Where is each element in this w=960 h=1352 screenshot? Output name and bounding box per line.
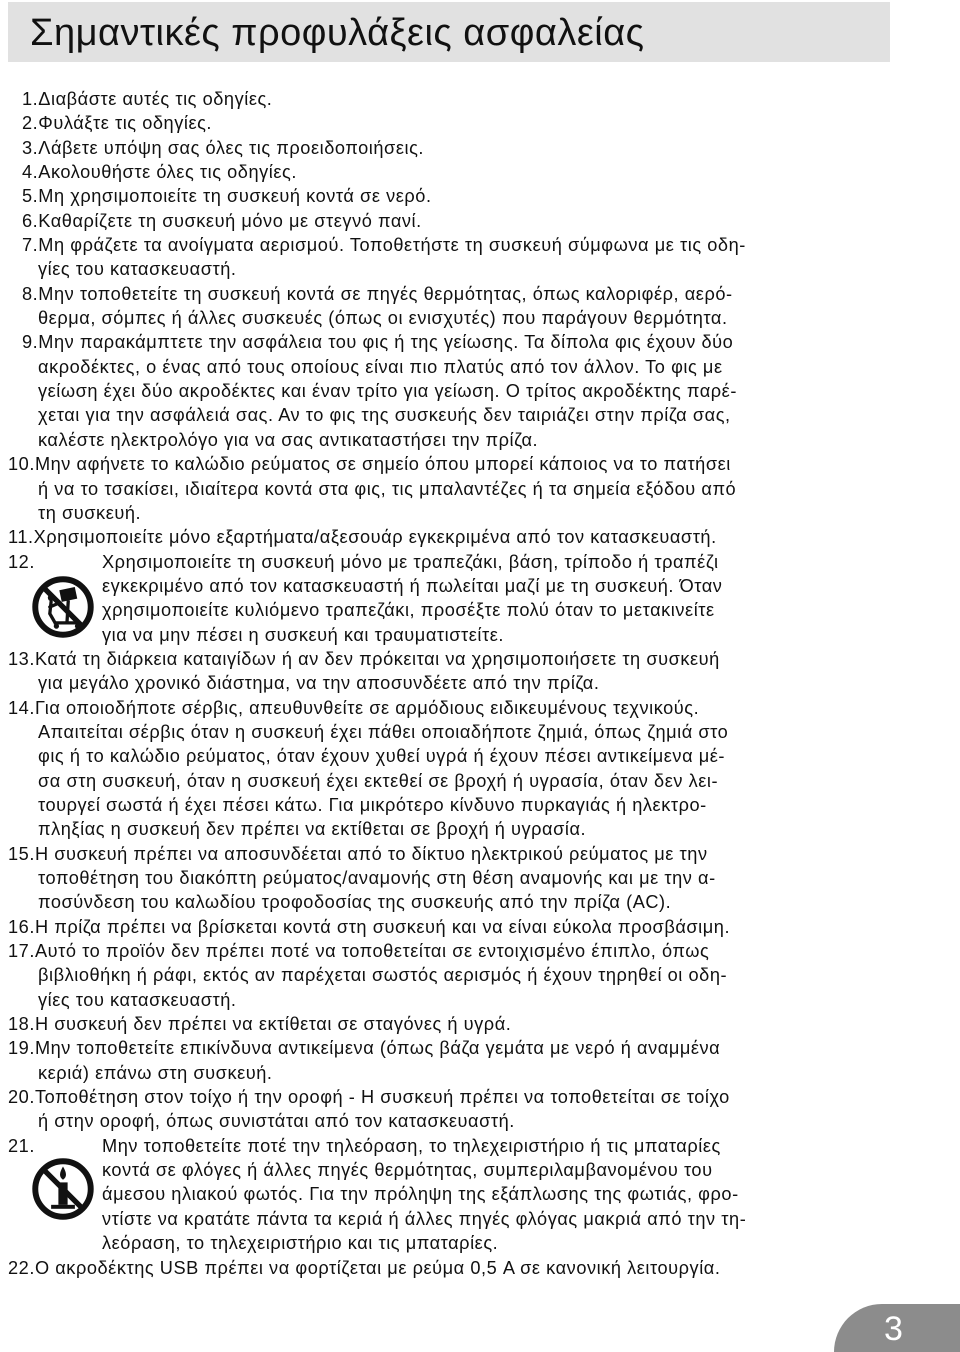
list-item-number: 12. xyxy=(8,551,35,572)
list-item-text-continued xyxy=(0,1109,960,1133)
list-item-line: Μην παρακάμπτετε την ασφάλεια του φις ή της γείωσης. Τα δίπολα φις έχουν δύο xyxy=(38,332,734,353)
list-item-line: γίες του κατασκευαστή. xyxy=(38,259,237,280)
list-item xyxy=(0,160,960,184)
page-title: Σημαντικές προφυλάξεις ασφαλείας xyxy=(30,12,645,54)
list-item-text xyxy=(0,1085,960,1109)
list-item-text xyxy=(0,939,960,963)
list-item-text xyxy=(0,647,960,671)
list-item xyxy=(0,550,960,647)
list-item-number: 1. xyxy=(22,89,39,109)
list-item-text xyxy=(0,330,960,354)
list-item-text xyxy=(0,282,960,306)
list-item-text xyxy=(0,1036,960,1060)
list-item-line: εγκεκριμένο από τον κατασκευαστή ή πωλείται μαζί με τη συσκευή. Όταν xyxy=(102,575,723,596)
list-item-line: Η πρίζα πρέπει να βρίσκεται κοντά στη συσκευή και να είναι εύκολα προσβάσιμη. xyxy=(34,916,731,937)
list-item-line: Η συσκευή πρέπει να αποσυνδέεται από το δίκτυο ηλεκτρικού ρεύματος με την xyxy=(34,843,708,864)
list-item-text xyxy=(0,452,960,476)
list-item xyxy=(0,87,960,111)
list-item xyxy=(0,330,960,452)
list-item-line: χεται για την ασφάλειά σας. Αν το φις της συσκευής δεν ταιριάζει στην πρίζα σας, xyxy=(38,405,731,426)
list-item-text xyxy=(0,525,960,549)
list-item xyxy=(0,1134,960,1256)
list-item-text-continued xyxy=(0,403,960,427)
list-item-text-continued xyxy=(0,574,960,598)
list-item-text-continued xyxy=(0,988,960,1012)
list-item-line: για να μην πέσει η συσκευή και τραυματιστείτε. xyxy=(102,624,504,645)
list-item-line: Μην τοποθετείτε τη συσκευή κοντά σε πηγές θερμότητας, όπως καλοριφέρ, αερό- xyxy=(38,283,733,304)
list-item-text xyxy=(0,842,960,866)
list-item xyxy=(0,939,960,1012)
list-item-number: 16. xyxy=(8,916,35,937)
page-number: 3 xyxy=(884,1310,903,1348)
list-item-number: 17. xyxy=(8,941,35,962)
list-item-number: 9. xyxy=(22,332,39,353)
list-item-number: 3. xyxy=(22,137,39,158)
list-item-text xyxy=(0,1256,960,1280)
list-item-line: Μη φράζετε τα ανοίγματα αερισμού. Τοποθετήστε τη συσκευή σύμφωνα με τις οδη- xyxy=(38,235,746,256)
list-item-line: Χρησιμοποιείτε μόνο εξαρτήματα/αξεσουάρ εγκεκριμένα από τον κατασκευαστή. xyxy=(33,527,717,548)
list-item-text-continued xyxy=(0,671,960,695)
list-item xyxy=(0,452,960,525)
list-item xyxy=(0,111,960,135)
list-item-number: 2. xyxy=(22,113,39,134)
list-item-line: Λάβετε υπόψη σας όλες τις προειδοποιήσεις. xyxy=(38,137,424,158)
list-item-text-continued xyxy=(0,306,960,330)
list-item-line: Φυλάξτε τις οδηγίες. xyxy=(38,113,213,134)
list-item-line: κοντά σε φλόγες ή άλλες πηγές θερμότητας, συμπεριλαμβανομένου του xyxy=(102,1160,713,1181)
list-item-line: Μην τοποθετείτε επικίνδυνα αντικείμενα (όπως βάζα γεμάτα με νερό ή αναμμένα xyxy=(34,1038,721,1059)
list-item-line: ντίστε να κρατάτε πάντα τα κεριά ή άλλες πηγές φλόγας μακριά από την τη- xyxy=(102,1208,747,1229)
list-item-line: Καθαρίζετε τη συσκευή μόνο με στεγνό πανί. xyxy=(38,210,422,231)
page-number-tab xyxy=(834,1304,960,1352)
list-item xyxy=(0,647,960,696)
list-item-text-continued xyxy=(0,720,960,744)
list-item xyxy=(0,915,960,939)
list-item-text-continued xyxy=(0,890,960,914)
list-item-text-continued xyxy=(0,769,960,793)
list-item-text-continued xyxy=(0,355,960,379)
list-item-text xyxy=(0,233,960,257)
title-bar xyxy=(8,2,890,62)
list-item-line: Απαιτείται σέρβις όταν η συσκευή έχει πάθει οποιαδήποτε ζημιά, όπως ζημιά στο xyxy=(38,721,729,742)
list-item-text xyxy=(0,550,960,574)
list-item-text xyxy=(0,915,960,939)
list-item xyxy=(0,209,960,233)
list-item-text-continued xyxy=(0,501,960,525)
list-item-line: Μη χρησιμοποιείτε τη συσκευή κοντά σε νερό. xyxy=(38,186,432,207)
list-item-line: λεόραση, το τηλεχειριστήριο και τις μπαταρίες. xyxy=(102,1233,499,1254)
list-item xyxy=(0,1085,960,1134)
list-item-line: φις ή το καλώδιο ρεύματος, όταν έχουν χυθεί υγρά ή έχουν πέσει αντικείμενα μέ- xyxy=(38,746,726,767)
list-item-number: 7. xyxy=(22,235,39,256)
list-item-line: ακροδέκτες, ο ένας από τους οποίους είναι πιο πλατύς από τον άλλον. Το φις με xyxy=(38,356,723,377)
list-item xyxy=(0,696,960,842)
list-item xyxy=(0,136,960,160)
list-item-line: Κατά τη διάρκεια καταιγίδων ή αν δεν πρόκειται να χρησιμοποιήσετε τη συσκευή xyxy=(34,648,720,669)
list-item-text xyxy=(0,1012,960,1036)
list-item xyxy=(0,1256,960,1280)
list-item-text-continued xyxy=(0,1231,960,1255)
list-item-number: 21. xyxy=(8,1135,35,1156)
list-item-line: γείωση έχει δύο ακροδέκτες και έναν τρίτο για γείωση. Ο τρίτος ακροδέκτης παρέ- xyxy=(38,381,737,402)
list-item xyxy=(0,184,960,208)
list-item-number: 11. xyxy=(8,527,34,548)
list-item-line: Για οποιοδήποτε σέρβις, απευθυνθείτε σε αρμόδιους ειδικευμένους τεχνικούς. xyxy=(34,697,700,718)
list-item-line: Ακολουθήστε όλες τις οδηγίες. xyxy=(38,162,297,183)
list-item-line: θερμα, σόμπες ή άλλες συσκευές (όπως οι ενισχυτές) που παράγουν θερμότητα. xyxy=(38,308,728,329)
list-item-line: Χρησιμοποιείτε τη συσκευή μόνο με τραπεζάκι, βάση, τρίποδο ή τραπέζι xyxy=(102,551,719,572)
list-item-line: για μεγάλο χρονικό διάστημα, να την αποσυνδέετε από την πρίζα. xyxy=(38,673,600,694)
list-item-text-continued xyxy=(0,257,960,281)
list-item-text-continued xyxy=(0,1158,960,1182)
list-item-line: Διαβάστε αυτές τις οδηγίες. xyxy=(38,89,273,109)
no-cart-tip-over-icon xyxy=(30,574,96,640)
list-item-line: ποσύνδεση του καλωδίου τροφοδοσίας της συσκευής από την πρίζα (AC). xyxy=(38,892,672,913)
list-item-text xyxy=(0,1134,960,1158)
list-item-number: 20. xyxy=(8,1087,35,1108)
list-item-number: 18. xyxy=(8,1014,35,1035)
list-item-line: Η συσκευή δεν πρέπει να εκτίθεται σε σταγόνες ή υγρά. xyxy=(34,1014,512,1035)
list-item-number: 22. xyxy=(8,1257,35,1278)
list-item-number: 14. xyxy=(8,697,35,718)
list-item-number: 15. xyxy=(8,843,35,864)
list-item-text-continued xyxy=(0,744,960,768)
list-item-number: 4. xyxy=(22,162,39,183)
list-item-text-continued xyxy=(0,428,960,452)
list-item-line: Τοποθέτηση στον τοίχο ή την οροφή - Η συσκευή πρέπει να τοποθετείται σε τοίχο xyxy=(34,1087,730,1108)
list-item-number: 10. xyxy=(8,454,35,475)
list-item-text-continued xyxy=(0,379,960,403)
list-item-line: γίες του κατασκευαστή. xyxy=(38,989,237,1010)
list-item-line: καλέστε ηλεκτρολόγο για να σας αντικαταστήσει την πρίζα. xyxy=(38,429,539,450)
list-item-text-continued xyxy=(0,598,960,622)
list-item xyxy=(0,842,960,915)
list-item-line: τοποθέτηση του διακόπτη ρεύματος/αναμονής στη θέση αναμονής και με την α- xyxy=(38,868,716,888)
list-item-text xyxy=(0,209,960,233)
list-item-line: Μην τοποθετείτε ποτέ την τηλεόραση, το τηλεχειριστήριο ή τις μπαταρίες xyxy=(102,1135,721,1156)
list-item-number: 6. xyxy=(22,210,39,231)
list-item-text-continued xyxy=(0,623,960,647)
list-item-line: κεριά) επάνω στη συσκευή. xyxy=(38,1062,273,1083)
list-item-text-continued xyxy=(0,1207,960,1231)
list-item-line: Αυτό το προϊόν δεν πρέπει ποτέ να τοποθετείται σε εντοιχισμένο έπιπλο, όπως xyxy=(34,941,710,962)
list-item-text xyxy=(0,136,960,160)
list-item-text-continued xyxy=(0,793,960,817)
list-item xyxy=(0,282,960,331)
list-item-line: χρησιμοποιείτε κυλιόμενο τραπεζάκι, προσέξτε πολύ όταν το μετακινείτε xyxy=(102,600,715,621)
list-item-text-continued xyxy=(0,1061,960,1085)
list-item-line: άμεσου ηλιακού φωτός. Για την πρόληψη της εξάπλωσης της φωτιάς, φρο- xyxy=(102,1184,739,1205)
list-item-line: Μην αφήνετε το καλώδιο ρεύματος σε σημείο όπου μπορεί κάποιος να το πατήσει xyxy=(34,454,731,475)
list-item xyxy=(0,1012,960,1036)
list-item xyxy=(0,525,960,549)
list-item xyxy=(0,233,960,282)
list-item-text-continued xyxy=(0,477,960,501)
list-item-text xyxy=(0,184,960,208)
list-item-line: βιβλιοθήκη ή ράφι, εκτός αν παρέχεται σωστός αερισμός ή έχουν τηρηθεί οι οδη- xyxy=(38,965,728,986)
no-open-flame-icon xyxy=(30,1156,96,1222)
list-item-line: τουργεί σωστά ή έχει πέσει κάτω. Για μικρότερο κίνδυνο πυρκαγιάς ή ηλεκτρο- xyxy=(38,794,707,815)
list-item-text xyxy=(0,696,960,720)
list-item-number: 13. xyxy=(8,648,35,669)
safety-instructions-list xyxy=(0,87,960,1280)
list-item xyxy=(0,1036,960,1085)
list-item-text xyxy=(0,87,960,111)
list-item-text-continued xyxy=(0,963,960,987)
list-item-line: Ο ακροδέκτης USB πρέπει να φορτίζεται με ρεύμα 0,5 A σε κανονική λειτουργία. xyxy=(34,1257,721,1278)
list-item-line: ή στην οροφή, όπως συνιστάται από τον κατασκευαστή. xyxy=(38,1111,515,1132)
list-item-line: τη συσκευή. xyxy=(38,502,142,523)
list-item-text-continued xyxy=(0,1182,960,1206)
list-item-text-continued xyxy=(0,817,960,841)
list-item-text xyxy=(0,160,960,184)
list-item-number: 5. xyxy=(22,186,39,207)
list-item-text-continued xyxy=(0,866,960,890)
list-item-text xyxy=(0,111,960,135)
list-item-line: πληξίας η συσκευή δεν πρέπει να εκτίθεται σε βροχή ή υγρασία. xyxy=(38,819,587,840)
list-item-number: 8. xyxy=(22,283,39,304)
list-item-number: 19. xyxy=(8,1038,35,1059)
list-item-line: σα στη συσκευή, όταν η συσκευή έχει εκτεθεί σε βροχή ή υγρασία, όταν δεν λει- xyxy=(38,770,719,791)
list-item-line: ή να το τσακίσει, ιδιαίτερα κοντά στα φις, τις μπαλαντέζες ή τα σημεία εξόδου από xyxy=(38,478,737,499)
